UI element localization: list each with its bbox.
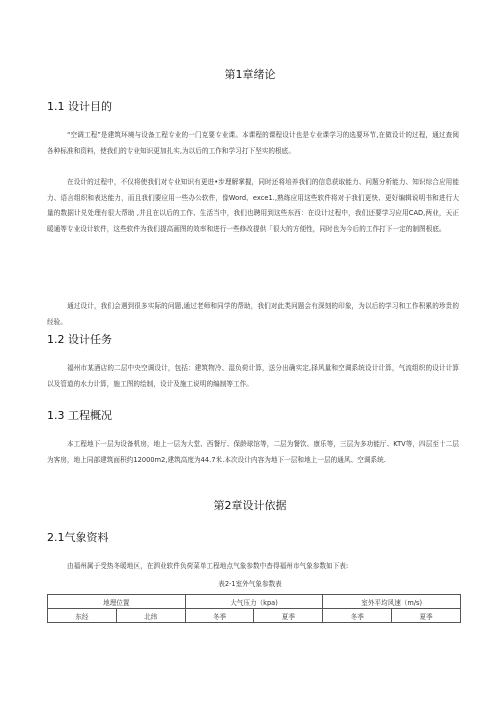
- section-2-1-paragraph-1: [47, 559, 459, 575]
- section-1-2-title: 1.2 设计任务: [47, 333, 112, 346]
- section-2-1-title: 2.1气象资料: [47, 531, 109, 544]
- table-row: [48, 609, 461, 623]
- paragraph-text: 本工程地下一层为设备机房，地上一层为大堂、西餐厅、保龄球馆等，二层为餐饮、康乐等，三层为多功能厅、KTV等，四层至十二层为客房，地上同部建筑面积约12000m2,建筑高度为44.7米.本次设计内容为地下一层和地上一层的通风、空调系统.: [47, 440, 459, 464]
- header-wind: 室外平均风速（m/s): [323, 595, 461, 609]
- cell-east: 东经: [48, 609, 117, 623]
- cell-north: 北纬: [116, 609, 185, 623]
- section-1-1-paragraph-2: [47, 175, 459, 237]
- table-caption: 表2-1室外气象参数表: [218, 580, 282, 588]
- header-location: 地理位置: [48, 595, 186, 609]
- section-1-3-paragraph-1: [47, 437, 459, 468]
- header-pressure: 大气压力（kpa): [185, 595, 323, 609]
- paragraph-text: 通过设计，我们会遇到很多实际的问题,通过老师和同学的帮助，我们对此类问题会有深刻的印象，为以后的学习和工作积累的珍贵的经验。: [47, 302, 459, 326]
- climate-table: [47, 594, 461, 623]
- section-1-1-title: 1.1 设计目的: [47, 100, 112, 113]
- section-1-3-title: 1.3 工程概况: [47, 409, 112, 422]
- table-row: [48, 595, 461, 609]
- chapter-1-title: 第1章绪论: [224, 68, 276, 81]
- section-1-2-paragraph-1: [47, 361, 459, 392]
- cell-wind-winter: 冬季: [323, 609, 392, 623]
- cell-pressure-summer: 夏季: [254, 609, 323, 623]
- chapter-2-title: 第2章设计依据: [213, 499, 287, 512]
- paragraph-text: 由福州属于受热冬暖地区，在泗业软件负荷菜单工程地点气象参数中杳得福州市气象参数如下表:: [67, 562, 349, 570]
- section-1-1-paragraph-3: [47, 299, 459, 330]
- section-1-1-paragraph-1: [47, 128, 459, 159]
- paragraph-text: 福州市某酒店的二层中央空调设计，包括：建筑物冷、湿负荷计算，送分出确实定,择风量和空调系统设计计算，气流组织的设计计算以及管道的水力计算，施工图的绘制，设计及施工说明的编制等工作。: [47, 364, 459, 388]
- cell-pressure-winter: 冬季: [185, 609, 254, 623]
- paragraph-text: 在设计的过程中，不仅将使我们对专业知识有更进•步理解掌握，同时还将培养我们的信息获取能力、问题分析能力、知识综合应用能力、语言组织和表达能力，而且我们要应用一些办公软件，像Word、exce1.,熟练应用这些软件将对于我们更快、更好编辑说明书和进行大量的数据计兑处理有很大帮助 ,并且在以后的工作、生活当中，我们也聘用到这些东西：在设计过程中，我们还要学习应用CAD,两业，天正暖通等专业设计软件，这些软件为我们提高画图的效率和进行一些修改提供「很大的方便性，同时也为今后的工作打下一定的制图根底。: [47, 178, 459, 233]
- cell-wind-summer: 夏季: [392, 609, 461, 623]
- paragraph-text: “空调工程”是建筑环境与设备工程专业的一门克要专业课。本课程的课程设计也是专业课学习的选要环节,在做设计的过程，通过查阅各种标准和资料，使我们的专业知识更加扎实,为以后的工作和学习打下坚实的根底。: [47, 131, 459, 155]
